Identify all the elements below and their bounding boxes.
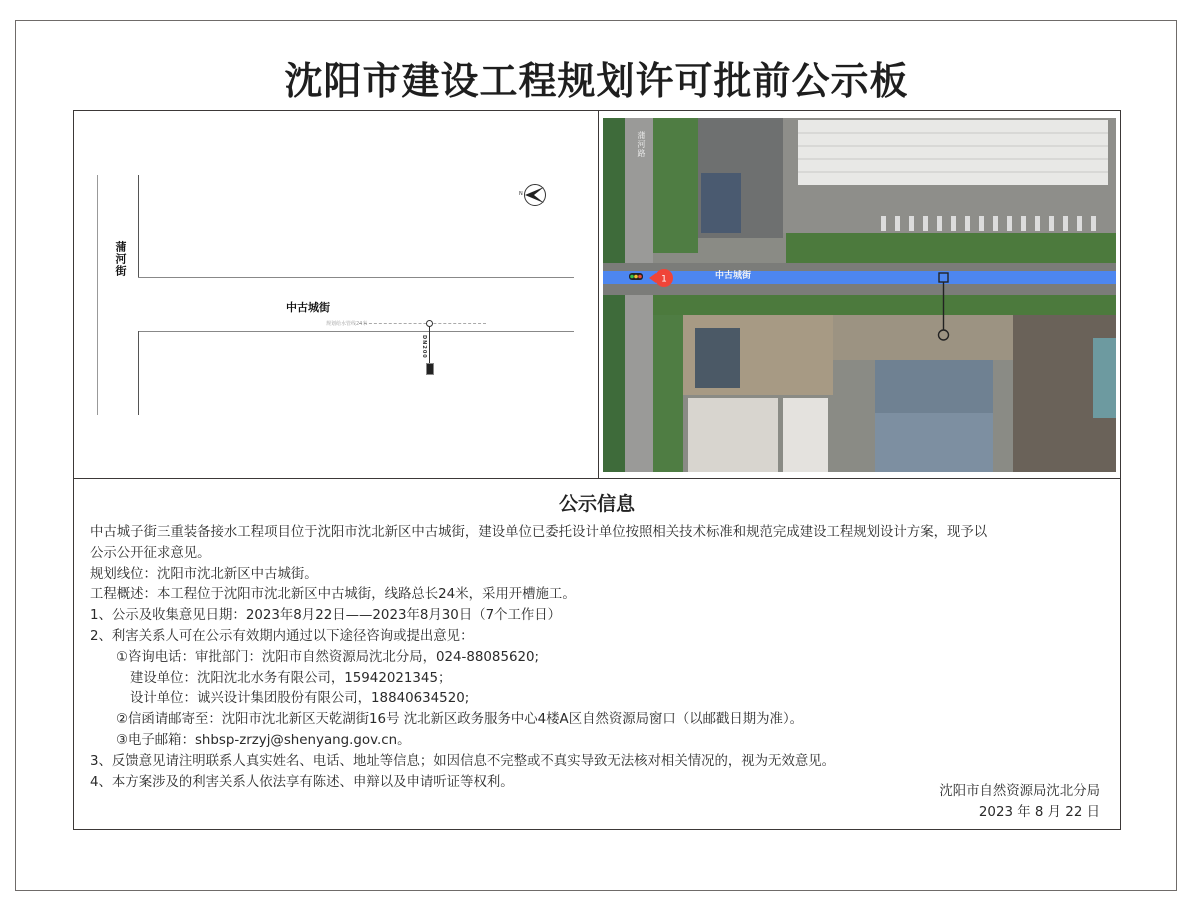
notice-line: 3、反馈意见请注明联系人真实姓名、电话、地址等信息；如因信息不完整或不真实导致无法核对相关情况的，视为无效意见。 (90, 753, 835, 769)
panel-divider-vertical (598, 111, 599, 478)
map-main-road-label: 中古城街 (715, 271, 752, 281)
road-edge-line (138, 331, 574, 332)
notice-line: ②信函请邮寄至：沈阳市沈北新区天乾湖街16号 沈北新区政务服务中心4楼A区自然资源局窗口（以邮戳日期为准）。 (116, 712, 804, 728)
notice-line: 公示公开征求意见。 (90, 545, 211, 561)
notice-line: 工程概述：本工程位于沈阳市沈北新区中古城街，线路总长24米，采用开槽施工。 (90, 587, 576, 603)
road-edge-line (97, 175, 98, 415)
map-side-road-label: 蒲河路 (637, 131, 646, 158)
svg-text:1: 1 (661, 274, 667, 285)
satellite-map (603, 118, 1116, 472)
notice-line: 2、利害关系人可在公示有效期内通过以下途径咨询或提出意见： (90, 628, 474, 644)
road-edge-line (138, 331, 139, 415)
branch-pipe-line (429, 326, 430, 368)
road-edge-line (138, 175, 139, 278)
road-edge-line (138, 277, 574, 278)
notice-line: 中古城子街三重装备接水工程项目位于沈阳市沈北新区中古城街，建设单位已委托设计单位按照相关技术标准和规范完成建设工程规划设计方案，现予以 (90, 525, 988, 540)
notice-line: 设计单位：诚兴设计集团股份有限公司，18840634520; (130, 691, 470, 707)
endpoint-icon (426, 363, 434, 375)
notice-line: 建设单位：沈阳沈北水务有限公司，15942021345； (130, 670, 452, 686)
notice-line: 4、本方案涉及的利害关系人依法享有陈述、申辩以及申请听证等权利。 (90, 774, 514, 790)
west-road-label: 蒲河街 (114, 241, 127, 277)
notice-line: ①咨询电话：审批部门：沈阳市自然资源局沈北分局，024-88085620; (116, 649, 540, 665)
page-title: 沈阳市建设工程规划许可批前公示板 (284, 59, 909, 103)
info-heading: 公示信息 (558, 493, 635, 515)
notice-line: 1、公示及收集意见日期：2023年8月22日——2023年8月30日（7个工作日） (90, 608, 562, 624)
notice-info-section (74, 479, 1120, 830)
main-road-label: 中古城街 (286, 301, 330, 314)
signature-block (939, 781, 1100, 823)
signature-org: 沈阳市自然资源局沈北分局 (939, 784, 1100, 799)
email-line: ③电子邮箱：shbsp-zrzyj@shenyang.gov.cn。 (116, 732, 411, 748)
notice-board (73, 110, 1121, 830)
signature-date: 2023 年 8 月 22 日 (978, 805, 1100, 820)
planned-pipe-line (359, 323, 486, 324)
notice-text (90, 523, 1105, 793)
notice-line: 规划线位：沈阳市沈北新区中古城街。 (90, 566, 318, 582)
compass-north-icon (520, 183, 548, 211)
branch-label: DN200 (421, 335, 427, 359)
pipe-label: 规划给水管线24米 (326, 321, 368, 327)
north-label: N (519, 191, 523, 197)
cad-site-plan (74, 111, 598, 478)
